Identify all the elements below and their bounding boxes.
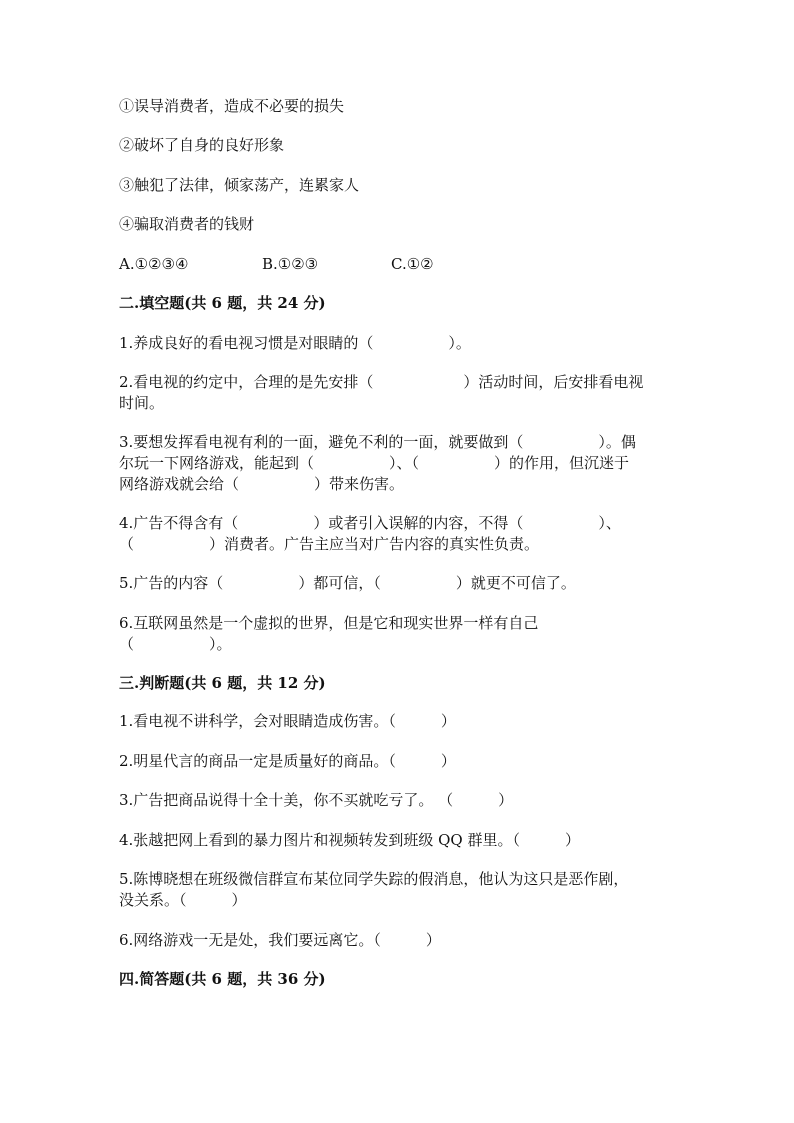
judge-q6: 6.网络游戏一无是处，我们要远离它。（ ） <box>119 931 441 949</box>
fill-q5: 5.广告的内容（ ）都可信，（ ）就更不可信了。 <box>119 574 576 592</box>
prev-question-item-4: ④骗取消费者的钱财 <box>119 215 255 233</box>
judge-q1: 1.看电视不讲科学，会对眼睛造成伤害。（ ） <box>119 712 456 730</box>
section-2-title: 二.填空题(共 6 题，共 24 分) <box>119 294 326 312</box>
judge-q4: 4.张越把网上看到的暴力图片和视频转发到班级 QQ 群里。（ ） <box>119 831 580 849</box>
fill-q4-line2: （ ）消费者。广告主应当对广告内容的真实性负责。 <box>119 535 540 553</box>
option-b: B.①②③ <box>262 255 319 273</box>
option-a: A.①②③④ <box>119 255 189 273</box>
prev-question-item-2: ②破坏了自身的良好形象 <box>119 136 285 154</box>
fill-q6-line2: （ ）。 <box>119 635 232 653</box>
fill-q2-line2: 时间。 <box>119 394 165 412</box>
judge-q5-line2: 没关系。（ ） <box>119 891 247 909</box>
fill-q2-line1: 2.看电视的约定中，合理的是先安排（ ）活动时间，后安排看电视 <box>119 373 644 391</box>
fill-q6-line1: 6.互联网虽然是一个虚拟的世界，但是它和现实世界一样有自己 <box>119 614 539 632</box>
prev-question-item-1: ①误导消费者，造成不必要的损失 <box>119 97 345 115</box>
section-4-title: 四.简答题(共 6 题，共 36 分) <box>119 970 326 988</box>
fill-q3-line3: 网络游戏就会给（ ）带来伤害。 <box>119 475 405 493</box>
prev-question-item-3: ③触犯了法律，倾家荡产，连累家人 <box>119 176 360 194</box>
fill-q3-line1: 3.要想发挥看电视有利的一面，避免不利的一面，就要做到（ ）。偶 <box>119 433 636 451</box>
fill-q3-line2: 尔玩一下网络游戏，能起到（ ）、（ ）的作用，但沉迷于 <box>119 454 630 472</box>
judge-q3: 3.广告把商品说得十全十美，你不买就吃亏了。 （ ） <box>119 791 514 809</box>
option-c: C.①② <box>391 255 434 273</box>
judge-q5-line1: 5.陈博晓想在班级微信群宣布某位同学失踪的假消息，他认为这只是恶作剧， <box>119 870 629 888</box>
judge-q2: 2.明星代言的商品一定是质量好的商品。（ ） <box>119 752 456 770</box>
fill-q4-line1: 4.广告不得含有（ ）或者引入误解的内容，不得（ ）、 <box>119 514 621 532</box>
section-3-title: 三.判断题(共 6 题，共 12 分) <box>119 674 326 692</box>
fill-q1: 1.养成良好的看电视习惯是对眼睛的（ ）。 <box>119 334 471 352</box>
